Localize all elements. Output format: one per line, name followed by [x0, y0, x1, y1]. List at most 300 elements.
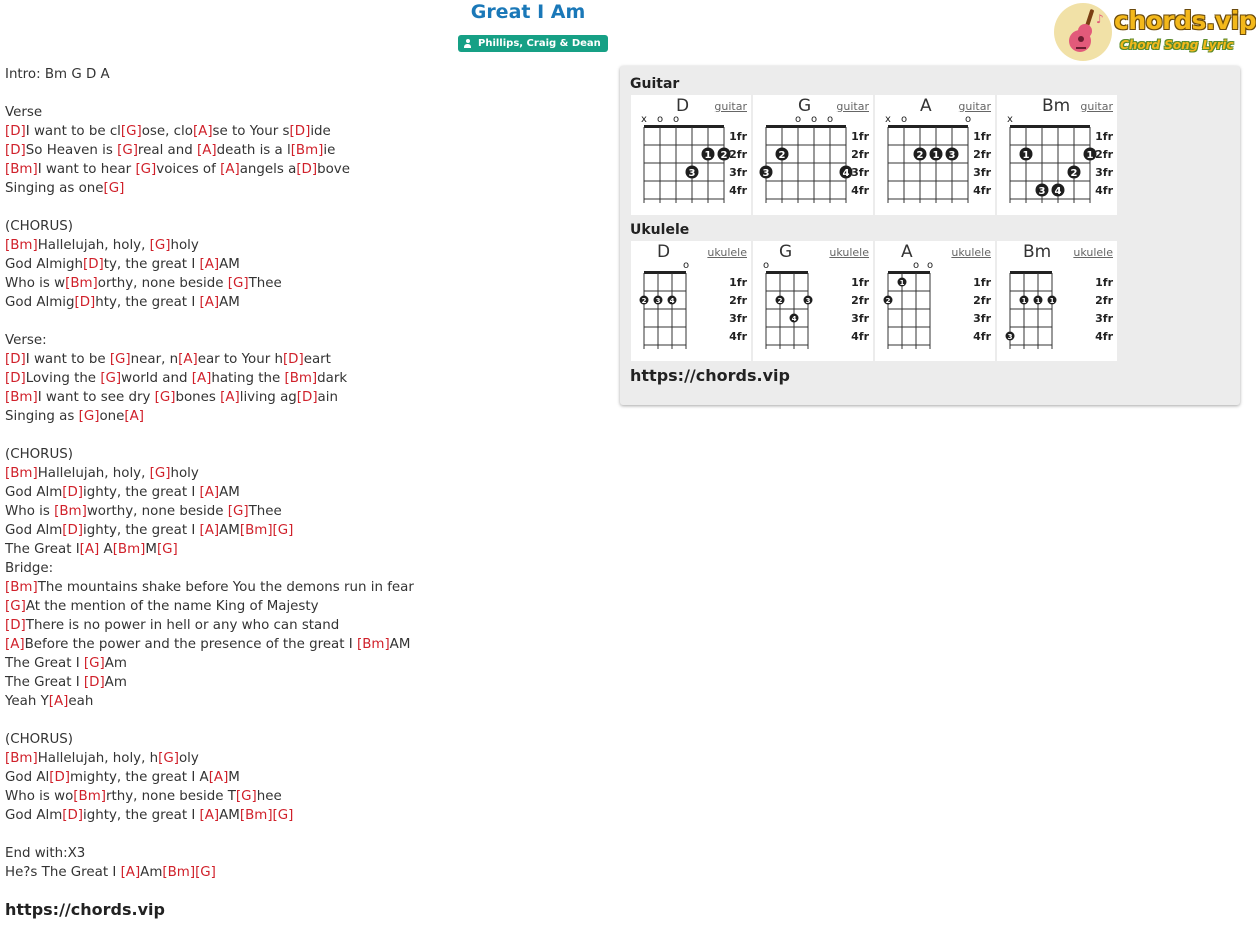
- finger-number: 1: [1035, 297, 1041, 305]
- chord-name: D: [657, 242, 671, 262]
- fret-label: 2fr: [729, 294, 747, 307]
- chord-link[interactable]: [D]: [296, 390, 318, 405]
- footer-url: https://chords.vip: [5, 900, 165, 919]
- lyric-text: Yeah Y: [5, 694, 49, 709]
- chord-link[interactable]: [G]: [109, 352, 131, 367]
- fret-label: 1fr: [973, 276, 991, 289]
- lyric-line: [5, 407, 605, 426]
- chord-link[interactable]: [D]: [289, 124, 311, 139]
- chord-diagrams-panel: [620, 66, 1240, 405]
- chord-name: D: [676, 96, 690, 116]
- chord-diagram-bm-guitar[interactable]: [997, 95, 1117, 215]
- chord-link[interactable]: [G]: [195, 865, 216, 880]
- chord-link[interactable]: [D]: [5, 124, 26, 139]
- blank-line: [5, 825, 605, 844]
- lyric-text: AM: [389, 637, 411, 652]
- fret-label: 4fr: [729, 330, 747, 343]
- lyric-text: ighty, the great I: [83, 485, 200, 500]
- chord-link[interactable]: [D]: [74, 295, 96, 310]
- site-logo[interactable]: [1054, 2, 1256, 64]
- chord-link[interactable]: [D]: [5, 371, 26, 386]
- lyric-line: [5, 122, 605, 141]
- lyric-text: (CHORUS): [5, 732, 74, 747]
- fretboard-diagram: [753, 241, 873, 361]
- person-icon: [464, 39, 471, 48]
- lyric-text: I want to see dry: [37, 390, 155, 405]
- fretboard-diagram: [875, 241, 995, 361]
- lyric-text: Hallelujah, holy, h: [37, 751, 159, 766]
- chord-link[interactable]: [A]: [192, 124, 213, 139]
- chord-name: G: [779, 242, 793, 262]
- lyric-line: [5, 464, 605, 483]
- chord-link[interactable]: [A]: [79, 542, 100, 557]
- string-marker: o: [926, 260, 934, 271]
- chord-link[interactable]: [Bm]: [5, 162, 38, 177]
- logo-subtitle: Chord Song Lyric: [1120, 38, 1234, 52]
- lyric-text: I want to hear: [37, 162, 136, 177]
- lyric-text: Verse: [5, 105, 43, 120]
- finger-number: 3: [762, 168, 770, 179]
- chord-link[interactable]: [A]: [199, 257, 220, 272]
- instrument-link[interactable]: ukulele: [829, 246, 869, 259]
- chord-diagram-g-ukulele[interactable]: [753, 241, 873, 361]
- lyric-text: There is no power in hell or any who can stand: [25, 618, 340, 633]
- logo-text: chords.vip: [1114, 6, 1256, 35]
- chord-link[interactable]: [Bm]: [5, 466, 38, 481]
- lyric-text: God Alm: [5, 808, 63, 823]
- lyric-text: world and: [121, 371, 192, 386]
- fret-label: 1fr: [851, 276, 869, 289]
- fretboard-diagram: [753, 95, 873, 215]
- lyric-line: [5, 559, 605, 578]
- chord-link[interactable]: [G]: [156, 542, 178, 557]
- lyric-line: [5, 293, 605, 312]
- finger-number: 1: [899, 279, 905, 287]
- string-marker: x: [885, 114, 891, 125]
- fretboard-diagram: [875, 95, 995, 215]
- chord-link[interactable]: [Bm]: [356, 637, 390, 652]
- instrument-link[interactable]: guitar: [714, 100, 747, 113]
- lyric-line: [5, 350, 605, 369]
- lyric-text: eah: [68, 694, 94, 709]
- lyric-text: So Heaven is: [25, 143, 118, 158]
- chord-link[interactable]: [A]: [199, 295, 220, 310]
- finger-number: 3: [1007, 333, 1013, 341]
- lyric-line: [5, 141, 605, 160]
- chord-link[interactable]: [A]: [220, 162, 240, 177]
- fret-label: 4fr: [973, 330, 991, 343]
- lyric-text: Hallelujah, holy,: [37, 238, 150, 253]
- chord-link[interactable]: [A]: [120, 865, 141, 880]
- chord-link[interactable]: [Bm]: [5, 580, 38, 595]
- chord-link[interactable]: [Bm]: [5, 751, 38, 766]
- chord-link[interactable]: [D]: [82, 257, 104, 272]
- lyric-text: living ag: [239, 390, 297, 405]
- lyric-text: He?s The Great I: [5, 865, 121, 880]
- lyric-text: God Al: [5, 770, 50, 785]
- finger-number: 1: [1049, 297, 1055, 305]
- svg-text:♪: ♪: [1096, 12, 1104, 26]
- chord-link[interactable]: [D]: [5, 618, 26, 633]
- chord-link[interactable]: [D]: [83, 675, 105, 690]
- fret-label: 3fr: [851, 312, 869, 325]
- lyric-text: AM: [219, 295, 240, 310]
- lyric-text: rthy, none beside T: [105, 789, 236, 804]
- finger-number: 3: [1038, 186, 1046, 197]
- finger-number: 2: [1070, 168, 1078, 179]
- lyric-text: real and: [137, 143, 198, 158]
- fret-label: 2fr: [851, 294, 869, 307]
- string-marker: o: [672, 114, 680, 125]
- chord-link[interactable]: [D]: [296, 162, 318, 177]
- lyric-line: [5, 236, 605, 255]
- chord-link[interactable]: [Bm]: [5, 238, 38, 253]
- blank-line: [5, 711, 605, 730]
- string-marker: x: [641, 114, 647, 125]
- lyric-line: [5, 692, 605, 711]
- chord-link[interactable]: [G]: [100, 371, 122, 386]
- lyric-text: God Almigh: [5, 257, 83, 272]
- fret-label: 2fr: [973, 148, 991, 161]
- lyric-text: hee: [256, 789, 282, 804]
- fret-label: 4fr: [1095, 330, 1113, 343]
- ukulele-section-label: Ukulele: [630, 222, 690, 238]
- chord-name: G: [798, 96, 812, 116]
- chord-link[interactable]: [Bm]: [73, 789, 106, 804]
- lyric-text: holy: [170, 238, 199, 253]
- fret-label: 1fr: [1095, 130, 1113, 143]
- finger-number: 4: [669, 297, 675, 305]
- finger-number: 3: [688, 168, 696, 179]
- lyric-line: [5, 749, 605, 768]
- chord-link[interactable]: [G]: [149, 466, 171, 481]
- chord-link[interactable]: [G]: [78, 409, 100, 424]
- fret-label: 3fr: [973, 166, 991, 179]
- chord-name: Bm: [1042, 96, 1071, 116]
- chord-link[interactable]: [Bm]: [112, 542, 146, 557]
- chord-link[interactable]: [G]: [154, 390, 176, 405]
- lyric-text: End with:X3: [5, 846, 86, 861]
- chord-link[interactable]: [Bm]: [162, 865, 196, 880]
- fret-label: 1fr: [1095, 276, 1113, 289]
- lyric-text: AM: [219, 485, 240, 500]
- fret-label: 2fr: [1095, 148, 1113, 161]
- lyric-text: Am: [140, 865, 163, 880]
- fret-label: 4fr: [851, 184, 869, 197]
- lyric-line: [5, 787, 605, 806]
- lyric-text: Hallelujah, holy,: [37, 466, 150, 481]
- instrument-link[interactable]: guitar: [836, 100, 869, 113]
- instrument-link[interactable]: ukulele: [1073, 246, 1113, 259]
- guitar-section-label: Guitar: [630, 76, 680, 92]
- fretboard-diagram: [631, 241, 751, 361]
- finger-number: 4: [1054, 186, 1062, 197]
- chord-link[interactable]: [A]: [197, 143, 217, 158]
- fret-label: 4fr: [1095, 184, 1113, 197]
- lyric-text: AM: [219, 257, 240, 272]
- fret-label: 3fr: [729, 312, 747, 325]
- lyric-text: ighty, the great I: [83, 808, 200, 823]
- finger-number: 3: [948, 150, 956, 161]
- lyric-text: near, n: [130, 352, 179, 367]
- lyric-text: Singing as one: [5, 181, 104, 196]
- chord-diagram-a-ukulele[interactable]: [875, 241, 995, 361]
- lyric-text: voices of: [156, 162, 221, 177]
- lyric-line: [5, 844, 605, 863]
- lyric-line: [5, 103, 605, 122]
- chord-link[interactable]: [A]: [199, 523, 220, 538]
- fret-label: 3fr: [851, 166, 869, 179]
- chord-link[interactable]: [Bm]: [239, 808, 273, 823]
- lyric-line: [5, 540, 605, 559]
- lyric-line: [5, 616, 605, 635]
- lyric-text: Who is: [5, 504, 55, 519]
- lyric-text: (CHORUS): [5, 447, 74, 462]
- lyric-text: M: [228, 770, 240, 785]
- lyric-text: The Great I: [5, 656, 84, 671]
- lyric-line: [5, 388, 605, 407]
- lyric-text: Who is w: [5, 276, 66, 291]
- blank-line: [5, 426, 605, 445]
- chord-link[interactable]: [A]: [124, 409, 144, 424]
- string-marker: o: [810, 114, 818, 125]
- chord-link[interactable]: [Bm]: [239, 523, 273, 538]
- chord-link[interactable]: [G]: [235, 789, 257, 804]
- string-marker: o: [682, 260, 690, 271]
- lyric-line: [5, 483, 605, 502]
- lyric-text: eart: [303, 352, 331, 367]
- lyric-text: se to Your s: [212, 124, 290, 139]
- lyric-line: [5, 502, 605, 521]
- finger-number: 1: [932, 150, 940, 161]
- lyric-text: Singing as: [5, 409, 79, 424]
- fret-label: 1fr: [973, 130, 991, 143]
- chord-link[interactable]: [A]: [199, 485, 220, 500]
- fret-label: 3fr: [973, 312, 991, 325]
- string-marker: o: [964, 114, 972, 125]
- chord-link[interactable]: [G]: [227, 276, 249, 291]
- chord-link[interactable]: [G]: [158, 751, 179, 766]
- lyric-line: [5, 217, 605, 236]
- chord-diagram-bm-ukulele[interactable]: [997, 241, 1117, 361]
- lyric-text: Loving the: [25, 371, 101, 386]
- finger-number: 2: [641, 297, 647, 305]
- fret-label: 4fr: [973, 184, 991, 197]
- fret-label: 2fr: [1095, 294, 1113, 307]
- lyric-text: A: [99, 542, 113, 557]
- finger-number: 1: [1022, 150, 1030, 161]
- string-marker: o: [900, 114, 908, 125]
- chord-link[interactable]: [G]: [272, 523, 294, 538]
- chord-link[interactable]: [Bm]: [65, 276, 98, 291]
- lyric-text: ie: [323, 143, 336, 158]
- fret-label: 1fr: [851, 130, 869, 143]
- chord-name: A: [920, 96, 932, 116]
- finger-number: 3: [805, 297, 811, 305]
- string-marker: o: [762, 260, 770, 271]
- lyric-text: AM: [219, 523, 240, 538]
- fret-label: 3fr: [1095, 166, 1113, 179]
- lyric-text: hty, the great I: [95, 295, 200, 310]
- lyric-text: ain: [317, 390, 338, 405]
- chord-link[interactable]: [G]: [272, 808, 294, 823]
- lyric-text: Who is wo: [5, 789, 74, 804]
- lyric-text: Am: [104, 675, 127, 690]
- lyric-line: [5, 673, 605, 692]
- lyric-text: ose, clo: [141, 124, 193, 139]
- finger-number: 4: [791, 315, 797, 323]
- chord-diagram-g-guitar[interactable]: [753, 95, 873, 215]
- chord-link[interactable]: [D]: [49, 770, 70, 785]
- fretboard-diagram: [997, 241, 1117, 361]
- chord-link[interactable]: [Bm]: [290, 143, 324, 158]
- chord-link[interactable]: [G]: [5, 599, 26, 614]
- lyric-text: God Alm: [5, 523, 63, 538]
- chord-link[interactable]: [A]: [199, 808, 220, 823]
- lyric-text: God Alm: [5, 485, 63, 500]
- song-title: Great I Am: [470, 1, 586, 23]
- lyric-text: At the mention of the name King of Majesty: [25, 599, 319, 614]
- instrument-link[interactable]: guitar: [958, 100, 991, 113]
- chord-name: Bm: [1023, 242, 1052, 262]
- fret-label: 2fr: [973, 294, 991, 307]
- chord-link[interactable]: [G]: [117, 143, 138, 158]
- chord-name: A: [901, 242, 913, 262]
- lyric-text: one: [99, 409, 125, 424]
- instrument-link[interactable]: ukulele: [951, 246, 991, 259]
- string-marker: x: [1007, 114, 1013, 125]
- chord-link[interactable]: [Bm]: [54, 504, 87, 519]
- chord-diagram-d-guitar[interactable]: [631, 95, 751, 215]
- finger-number: 1: [1086, 150, 1094, 161]
- finger-number: 1: [1021, 297, 1027, 305]
- lyric-text: I want to be cl: [25, 124, 121, 139]
- lyric-text: angels a: [239, 162, 297, 177]
- chord-link[interactable]: [G]: [120, 124, 142, 139]
- finger-number: 4: [842, 168, 850, 179]
- chord-diagram-a-guitar[interactable]: [875, 95, 995, 215]
- lyric-text: hating the: [211, 371, 285, 386]
- lyric-text: worthy, none beside: [86, 504, 228, 519]
- lyric-text: dark: [317, 371, 348, 386]
- lyric-text: death is a l: [216, 143, 291, 158]
- chord-link[interactable]: [D]: [62, 808, 84, 823]
- lyric-line: [5, 274, 605, 293]
- finger-number: 2: [885, 297, 891, 305]
- lyric-line: [5, 806, 605, 825]
- lyric-text: (CHORUS): [5, 219, 74, 234]
- chord-link[interactable]: [A]: [208, 770, 229, 785]
- lyric-text: Thee: [248, 504, 282, 519]
- lyric-line: [5, 654, 605, 673]
- finger-number: 2: [720, 150, 728, 161]
- lyric-line: [5, 768, 605, 787]
- chord-link[interactable]: [Bm]: [284, 371, 318, 386]
- fret-label: 4fr: [851, 330, 869, 343]
- blank-line: [5, 198, 605, 217]
- fret-label: 3fr: [729, 166, 747, 179]
- finger-number: 2: [777, 297, 783, 305]
- lyric-text: Bridge:: [5, 561, 54, 576]
- fret-label: 2fr: [729, 148, 747, 161]
- chord-link[interactable]: [G]: [135, 162, 157, 177]
- finger-number: 2: [916, 150, 924, 161]
- lyric-text: Intro: Bm G D A: [5, 67, 110, 82]
- chord-link[interactable]: [D]: [5, 352, 26, 367]
- string-marker: o: [826, 114, 834, 125]
- fret-label: 1fr: [729, 130, 747, 143]
- artist-name: Phillips, Craig & Dean: [478, 38, 601, 49]
- lyric-text: Verse:: [5, 333, 47, 348]
- chord-link[interactable]: [G]: [149, 238, 171, 253]
- finger-number: 1: [704, 150, 712, 161]
- lyrics-sheet: [5, 65, 605, 882]
- lyric-line: [5, 179, 605, 198]
- chord-diagram-d-ukulele[interactable]: [631, 241, 751, 361]
- lyric-text: M: [145, 542, 157, 557]
- lyric-text: ighty, the great I: [83, 523, 200, 538]
- fret-label: 3fr: [1095, 312, 1113, 325]
- lyric-text: The Great I: [5, 542, 80, 557]
- chord-link[interactable]: [A]: [178, 352, 198, 367]
- chord-link[interactable]: [D]: [282, 352, 304, 367]
- chord-link[interactable]: [A]: [191, 371, 212, 386]
- lyric-text: Before the power and the presence of the great I: [24, 637, 357, 652]
- chord-link[interactable]: [A]: [48, 694, 69, 709]
- lyric-text: ty, the great I: [103, 257, 200, 272]
- fret-label: 1fr: [729, 276, 747, 289]
- guitar-logo-icon: [1054, 3, 1112, 61]
- chord-link[interactable]: [A]: [5, 637, 25, 652]
- lyric-line: [5, 369, 605, 388]
- chord-link[interactable]: [D]: [62, 485, 84, 500]
- lyric-text: The Great I: [5, 675, 84, 690]
- artist-badge[interactable]: [458, 35, 608, 52]
- chord-link[interactable]: [G]: [227, 504, 249, 519]
- panel-url: https://chords.vip: [630, 366, 790, 385]
- lyric-line: [5, 597, 605, 616]
- lyric-text: God Almig: [5, 295, 75, 310]
- instrument-link[interactable]: ukulele: [707, 246, 747, 259]
- fretboard-diagram: [631, 95, 751, 215]
- string-marker: o: [912, 260, 920, 271]
- lyric-line: [5, 730, 605, 749]
- lyric-text: bones: [175, 390, 221, 405]
- lyric-text: orthy, none beside: [97, 276, 228, 291]
- lyric-line: [5, 65, 605, 84]
- lyric-line: [5, 521, 605, 540]
- lyric-text: I want to be: [25, 352, 110, 367]
- chord-link[interactable]: [Bm]: [5, 390, 38, 405]
- instrument-link[interactable]: guitar: [1080, 100, 1113, 113]
- chord-link[interactable]: [A]: [220, 390, 240, 405]
- chord-link[interactable]: [D]: [62, 523, 84, 538]
- lyric-line: [5, 255, 605, 274]
- finger-number: 2: [778, 150, 786, 161]
- lyric-line: [5, 863, 605, 882]
- chord-link[interactable]: [G]: [83, 656, 105, 671]
- blank-line: [5, 312, 605, 331]
- lyric-text: The mountains shake before You the demons run in fear: [37, 580, 414, 595]
- chord-link[interactable]: [D]: [5, 143, 26, 158]
- chord-link[interactable]: [G]: [103, 181, 125, 196]
- string-marker: o: [656, 114, 664, 125]
- string-marker: o: [794, 114, 802, 125]
- lyric-text: Am: [104, 656, 127, 671]
- lyric-text: mighty, the great I A: [69, 770, 209, 785]
- lyric-text: holy: [170, 466, 199, 481]
- blank-line: [5, 84, 605, 103]
